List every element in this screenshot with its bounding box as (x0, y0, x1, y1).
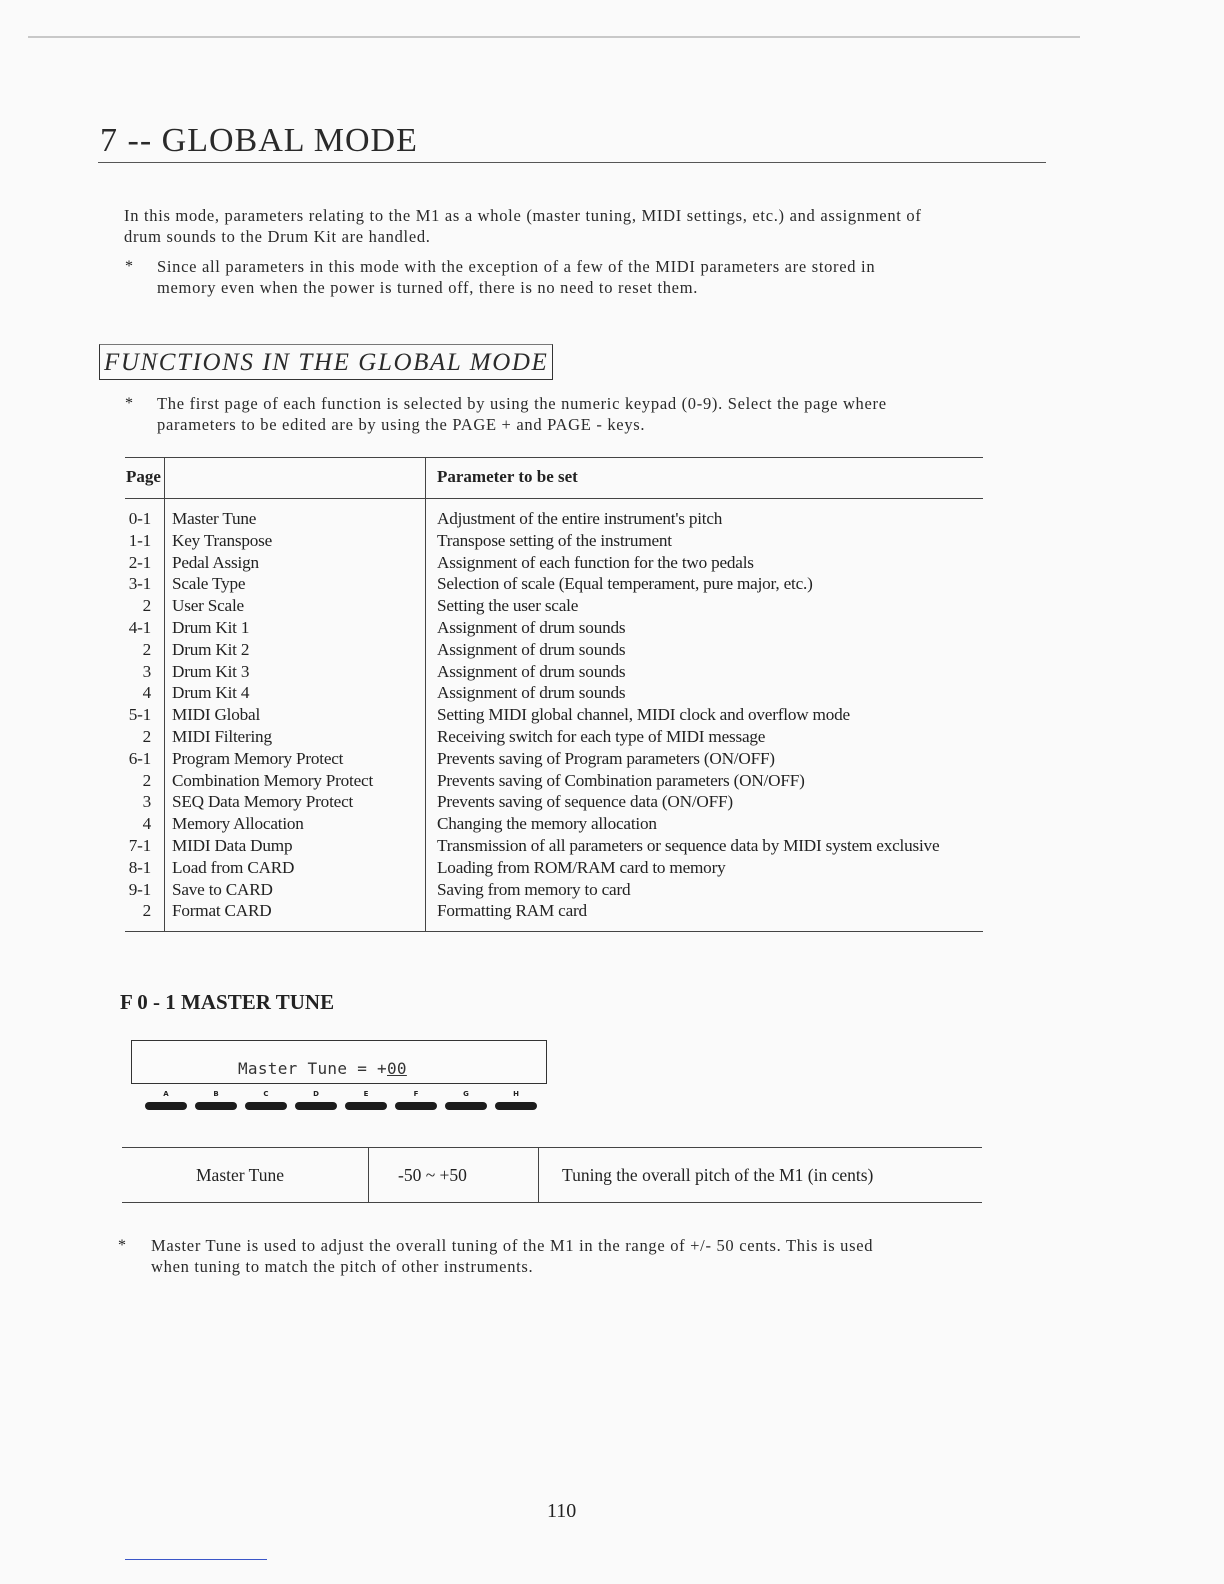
soft-key-cap (145, 1102, 187, 1110)
table-cell-page: 7-1 (128, 835, 151, 855)
table-cell-page: 1-1 (128, 530, 151, 550)
table-header-rule (125, 498, 983, 499)
table-cell-function: Scale Type (172, 574, 246, 594)
intro-paragraph (124, 205, 922, 247)
top-border-line (28, 36, 1080, 38)
table-cell-function: Pedal Assign (172, 552, 259, 572)
table-cell-page: 3 (142, 792, 151, 812)
table-cell-parameter: Selection of scale (Equal temperament, pure major, etc.) (437, 574, 813, 594)
note-line: parameters to be edited are by using the PAGE + and PAGE - keys. (157, 415, 646, 434)
table-column-divider (425, 457, 426, 931)
table-cell-page: 2 (142, 770, 151, 790)
note-line: when tuning to match the pitch of other instruments. (151, 1257, 534, 1276)
table-cell-function: MIDI Global (172, 705, 261, 725)
table-cell-page: 5-1 (128, 705, 151, 725)
param-name: Master Tune (196, 1165, 284, 1185)
param-description: Tuning the overall pitch of the M1 (in cents) (562, 1165, 874, 1185)
table-cell-page: 8-1 (128, 857, 151, 877)
note-line: The first page of each function is selected by using the numeric keypad (0-9). Select the page where (157, 394, 887, 413)
table-cell-function: Drum Kit 3 (172, 661, 250, 681)
lcd-text (238, 1059, 407, 1078)
table-cell-page: 2 (142, 639, 151, 659)
table-cell-function: Drum Kit 1 (172, 617, 250, 637)
table-cell-function: User Scale (172, 596, 244, 616)
table-cell-function: Master Tune (172, 509, 257, 528)
note-line: memory even when the power is turned off, there is no need to reset them. (157, 278, 699, 297)
soft-key-a[interactable] (143, 1090, 189, 1110)
soft-key-label: E (363, 1090, 369, 1098)
page-selection-note (157, 393, 887, 435)
soft-key-cap (195, 1102, 237, 1110)
soft-key-label: D (313, 1090, 319, 1098)
param-table-divider (368, 1147, 369, 1202)
table-page-column (124, 508, 151, 922)
param-table-top-rule (122, 1147, 982, 1148)
table-cell-parameter: Transpose setting of the instrument (437, 530, 672, 550)
lcd-display (131, 1040, 547, 1084)
soft-key-cap (395, 1102, 437, 1110)
table-bottom-rule (125, 931, 983, 932)
table-top-rule (125, 457, 983, 458)
table-cell-page: 9-1 (128, 879, 151, 899)
master-tune-note (151, 1235, 873, 1277)
table-cell-function: Save to CARD (172, 879, 273, 899)
bullet-star: * (118, 1237, 126, 1254)
table-cell-function: Format CARD (172, 901, 272, 921)
soft-key-cap (295, 1102, 337, 1110)
soft-key-label: H (513, 1090, 519, 1098)
table-cell-parameter: Prevents saving of sequence data (ON/OFF) (437, 792, 733, 812)
table-cell-function: MIDI Filtering (172, 726, 272, 746)
bullet-star: * (125, 258, 133, 275)
param-table-divider (538, 1147, 539, 1202)
table-cell-page: 2 (142, 726, 151, 746)
table-cell-function: Program Memory Protect (172, 748, 344, 768)
note-line: Master Tune is used to adjust the overall tuning of the M1 in the range of +/- 50 cents. This is used (151, 1236, 874, 1255)
soft-key-cap (445, 1102, 487, 1110)
table-cell-parameter: Assignment of drum sounds (437, 617, 626, 637)
soft-key-label: B (213, 1090, 219, 1098)
table-cell-function: Key Transpose (172, 530, 273, 550)
table-cell-page: 2 (142, 901, 151, 921)
soft-key-label: A (163, 1090, 169, 1098)
table-column-divider (164, 457, 165, 931)
table-cell-function: Drum Kit 4 (172, 683, 250, 703)
param-table-bottom-rule (122, 1202, 982, 1203)
table-cell-page: 4-1 (128, 617, 151, 637)
param-range: -50 ~ +50 (398, 1165, 467, 1185)
intro-line: In this mode, parameters relating to the M1 as a whole (master tuning, MIDI settings, etc.) and assignment of (124, 206, 922, 225)
table-cell-page: 3-1 (128, 574, 151, 594)
lcd-label: Master Tune = + (238, 1059, 387, 1078)
table-cell-page: 2-1 (128, 552, 151, 572)
soft-key-label: C (263, 1090, 269, 1098)
table-cell-function: Drum Kit 2 (172, 639, 250, 659)
soft-key-cap (495, 1102, 537, 1110)
table-cell-parameter: Assignment of drum sounds (437, 683, 626, 703)
table-cell-parameter: Setting MIDI global channel, MIDI clock and overflow mode (437, 705, 850, 725)
table-header-page: Page (126, 467, 161, 486)
soft-key-g[interactable] (443, 1090, 489, 1110)
table-cell-parameter: Setting the user scale (437, 596, 579, 616)
intro-line: drum sounds to the Drum Kit are handled. (124, 227, 431, 246)
section-title: FUNCTIONS IN THE GLOBAL MODE (99, 344, 553, 380)
table-cell-function: Memory Allocation (172, 814, 304, 834)
table-cell-page: 4 (142, 683, 151, 703)
subsection-title: F 0 - 1 MASTER TUNE (120, 990, 335, 1014)
soft-key-b[interactable] (193, 1090, 239, 1110)
bottom-accent-line (125, 1559, 267, 1560)
table-cell-parameter: Transmission of all parameters or sequence data by MIDI system exclusive (437, 835, 940, 855)
table-cell-page: 2 (142, 596, 151, 616)
soft-key-cap (245, 1102, 287, 1110)
soft-key-f[interactable] (393, 1090, 439, 1110)
table-parameter-column (437, 508, 939, 922)
table-cell-parameter: Prevents saving of Combination parameters (ON/OFF) (437, 770, 805, 790)
table-cell-function: SEQ Data Memory Protect (172, 792, 354, 812)
soft-key-h[interactable] (493, 1090, 539, 1110)
bullet-star: * (125, 395, 133, 412)
soft-key-cap (345, 1102, 387, 1110)
soft-key-c[interactable] (243, 1090, 289, 1110)
note-line: Since all parameters in this mode with the exception of a few of the MIDI parameters are stored in (157, 257, 876, 276)
table-cell-function: MIDI Data Dump (172, 835, 293, 855)
table-cell-parameter: Adjustment of the entire instrument's pitch (437, 509, 723, 528)
table-cell-function: Load from CARD (172, 857, 295, 877)
chapter-title: 7 -- GLOBAL MODE (100, 122, 418, 159)
chapter-title-underline (98, 162, 1046, 163)
table-cell-parameter: Assignment of drum sounds (437, 639, 626, 659)
soft-key-label: F (413, 1090, 419, 1098)
table-function-column (172, 508, 373, 922)
table-cell-parameter: Loading from ROM/RAM card to memory (437, 857, 726, 877)
table-cell-parameter: Receiving switch for each type of MIDI message (437, 726, 766, 746)
table-cell-parameter: Assignment of each function for the two pedals (437, 552, 754, 572)
table-cell-page: 4 (142, 814, 151, 834)
table-header-parameter: Parameter to be set (437, 467, 578, 486)
table-cell-parameter: Assignment of drum sounds (437, 661, 626, 681)
page-number: 110 (547, 1500, 577, 1522)
soft-key-label: G (463, 1090, 469, 1098)
table-cell-parameter: Saving from memory to card (437, 879, 631, 899)
table-cell-page: 0-1 (128, 509, 151, 528)
soft-key-e[interactable] (343, 1090, 389, 1110)
table-cell-page: 6-1 (128, 748, 151, 768)
memory-note (157, 256, 875, 298)
table-cell-parameter: Prevents saving of Program parameters (ON/OFF) (437, 748, 775, 768)
soft-key-d[interactable] (293, 1090, 339, 1110)
table-cell-parameter: Changing the memory allocation (437, 814, 657, 834)
table-cell-page: 3 (142, 661, 151, 681)
table-cell-parameter: Formatting RAM card (437, 901, 587, 921)
lcd-value-cursor: 00 (387, 1059, 407, 1078)
table-cell-function: Combination Memory Protect (172, 770, 374, 790)
